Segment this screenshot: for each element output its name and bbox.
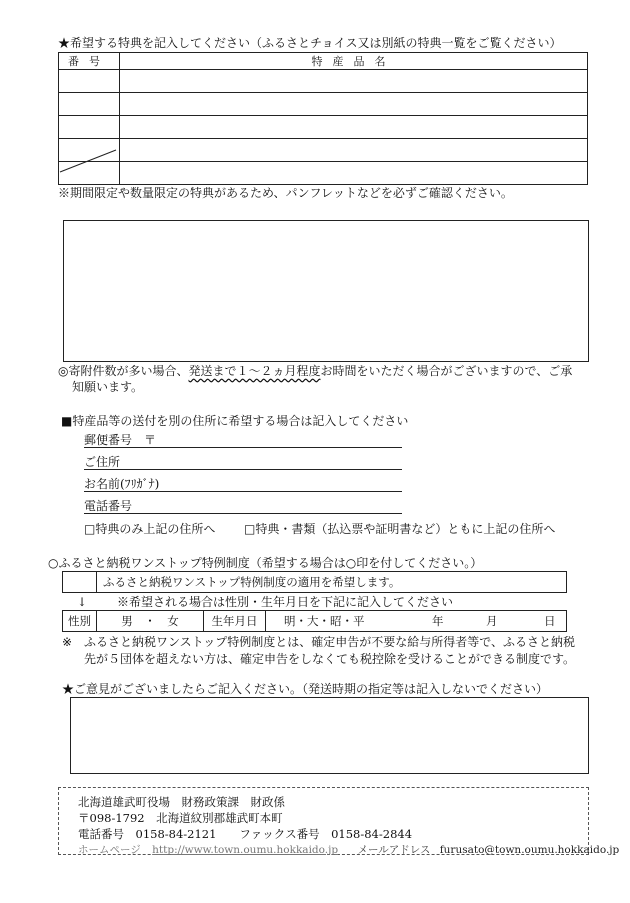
dob-label-cell <box>203 610 266 632</box>
delivery-notice <box>58 365 572 377</box>
comments-title: ★ご意見がございましたらご記入ください。（発送時期の指定等は記入しないでください） <box>62 682 549 696</box>
office-phone: 電話番号 0158‐84‐2121 ファックス番号 0158‐84‐2844 <box>78 827 413 841</box>
gift-table-header-product: 特産品名 <box>120 53 588 70</box>
year-unit: 年 <box>432 614 444 628</box>
homepage-link[interactable]: http://www.town.oumu.hokkaido.jp <box>152 844 339 856</box>
email-label: メールアドレス <box>357 844 431 856</box>
one-stop-title: ○ふるさと納税ワンストップ特例制度（希望する場合は○印を付してください。） <box>48 556 483 570</box>
one-stop-instruction: ※希望される場合は性別・生年月日を下記に記入してください <box>117 595 454 609</box>
office-address: 〒098-1792 北海道紋別郡雄武町本町 <box>78 811 283 825</box>
homepage-label: ホームページ <box>78 844 141 856</box>
gift-number-cell-3[interactable] <box>59 116 120 139</box>
alt-address-title: ■特産品等の送付を別の住所に希望する場合は記入してください <box>61 414 409 428</box>
option-gift-only-checkbox[interactable]: □特典のみ上記の住所へ <box>84 522 216 536</box>
office-name: 北海道雄武町役場 財務政策課 財政係 <box>78 795 285 809</box>
month-unit: 月 <box>486 614 498 628</box>
gender-label-cell <box>62 610 97 632</box>
comments-box[interactable] <box>70 697 589 774</box>
gift-table-header-number: 番号 <box>59 53 120 70</box>
phone-field[interactable] <box>84 513 402 514</box>
gift-table <box>58 52 588 185</box>
gift-number-cell-1[interactable] <box>59 70 120 93</box>
gender-options-cell[interactable] <box>96 610 204 632</box>
delivery-notice-emphasis: 発送まで１～２ヵ月程度 <box>188 364 321 378</box>
dob-field-cell[interactable] <box>265 610 567 632</box>
gift-number-cell-2[interactable] <box>59 93 120 116</box>
gift-section-title: ★希望する特典を記入してください（ふるさとチョイス又は別紙の特典一覧をご覧ください） <box>58 36 562 50</box>
one-stop-note-line1: ふるさと納税ワンストップ特例制度とは、確定申告が不要な給与所得者等で、ふるさと納税 <box>84 635 576 649</box>
day-unit: 日 <box>544 614 556 628</box>
name-label: お名前(ﾌﾘｶﾞﾅ) <box>84 477 160 491</box>
blank-box <box>63 220 589 362</box>
era-options: 明・大・昭・平 <box>284 614 365 628</box>
gift-product-cell-4[interactable] <box>120 139 588 162</box>
gift-product-cell-3[interactable] <box>120 116 588 139</box>
gift-product-cell-2[interactable] <box>120 93 588 116</box>
web-contact-line <box>78 842 619 857</box>
one-stop-apply-cell <box>96 571 567 593</box>
gift-product-cell-5[interactable] <box>120 162 588 185</box>
delivery-notice-suffix: お時間をいただく場合がございますので、ご承 <box>320 364 573 378</box>
one-stop-note-mark: ※ <box>62 635 73 649</box>
dob-label: 生年月日 <box>211 614 258 628</box>
address-label: ご住所 <box>84 455 121 469</box>
delivery-notice-prefix: ◎寄附件数が多い場合、 <box>58 364 189 378</box>
arrow-down-icon: ↓ <box>77 595 88 609</box>
gift-note: ※期間限定や数量限定の特典があるため、パンフレットなどを必ずご確認ください。 <box>58 186 513 200</box>
option-gift-and-documents-checkbox[interactable]: □特典・書類（払込票や証明書など）ともに上記の住所へ <box>244 522 556 536</box>
name-field[interactable] <box>84 491 402 492</box>
delivery-notice-line2: 知願います。 <box>72 380 144 394</box>
one-stop-mark-cell[interactable] <box>62 571 97 593</box>
diagonal-slash-mark <box>58 148 120 174</box>
gender-label: 性別 <box>68 614 91 628</box>
address-field[interactable] <box>84 469 402 470</box>
phone-label: 電話番号 <box>84 499 133 513</box>
one-stop-note-line2: 先が５団体を超えない方は、確定申告をしなくても税控除を受けることができる制度です。 <box>84 652 576 666</box>
postal-code-field[interactable] <box>84 447 402 448</box>
gender-options: 男 ・ 女 <box>121 614 179 628</box>
one-stop-apply-text: ふるさと納税ワンストップ特例制度の適用を希望します。 <box>103 575 401 589</box>
postal-code-label: 郵便番号 〒 <box>84 433 157 447</box>
email-address[interactable]: furusato@town.oumu.hokkaido.jp <box>439 844 620 856</box>
gift-product-cell-1[interactable] <box>120 70 588 93</box>
